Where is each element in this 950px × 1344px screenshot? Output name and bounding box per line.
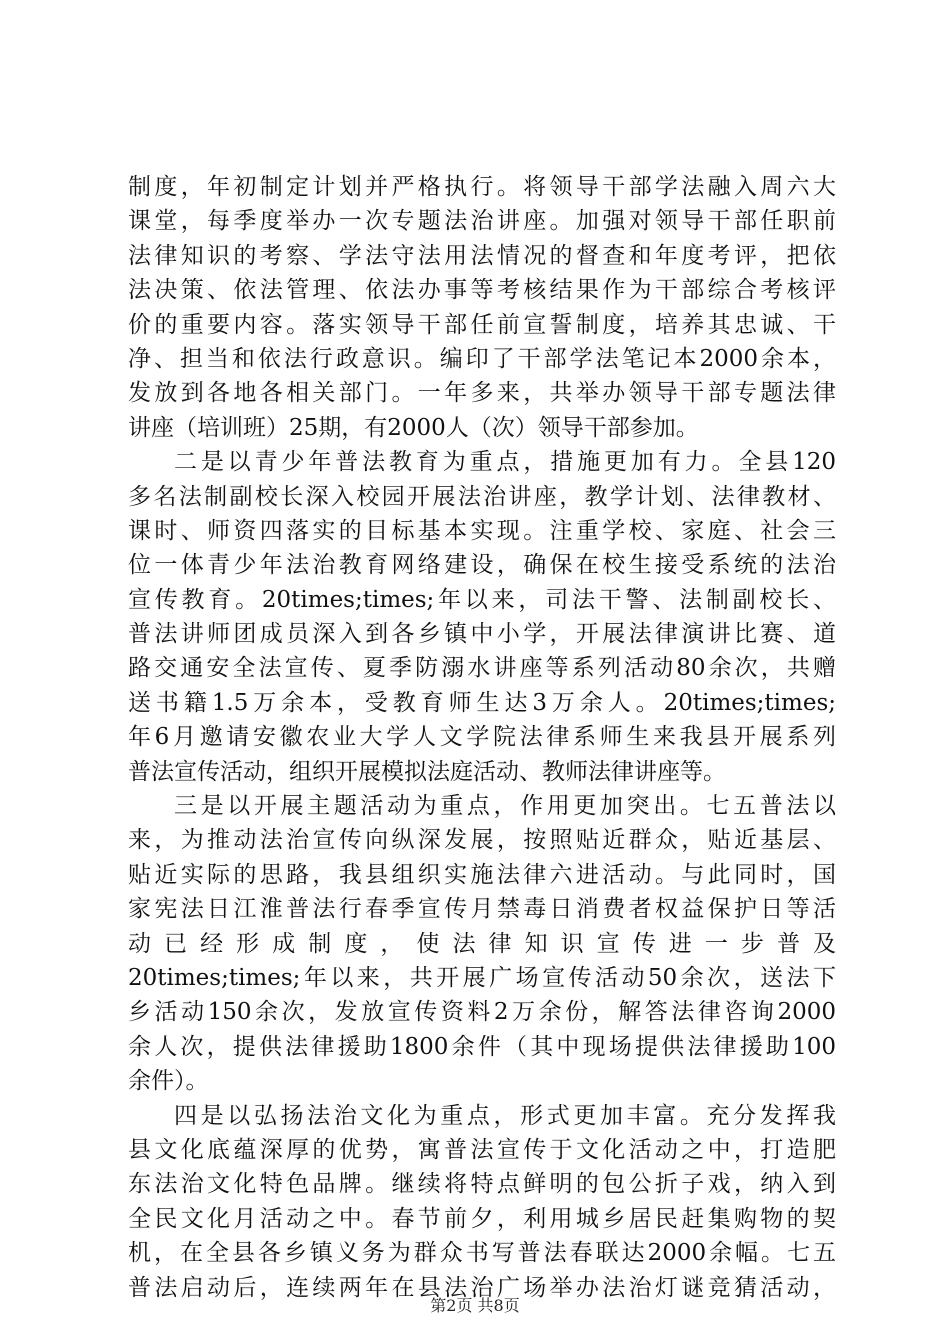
- text-line: 余件）。: [128, 1068, 209, 1095]
- text-line: 制度，年初制定计划并严格执行。将领导干部学法融入周六大: [128, 174, 836, 200]
- text-line: 课堂，每季度举办一次专题法治讲座。加强对领导干部任职前: [128, 208, 836, 235]
- text-line: 多名法制副校长深入校园开展法治讲座，教学计划、法律教材、: [128, 483, 836, 510]
- text-line: 净、担当和依法行政意识。编印了干部学法笔记本2000余本，: [128, 345, 836, 372]
- text-line: 年6月邀请安徽农业大学人文学院法律系师生来我县开展系列: [128, 724, 836, 751]
- paragraph-start-line: 三是以开展主题活动为重点，作用更加突出。七五普法以: [174, 793, 836, 820]
- paragraph-start-line: 二是以青少年普法教育为重点，措施更加有力。全县120: [174, 449, 836, 476]
- text-line: 来，为推动法治宣传向纵深发展，按照贴近群众，贴近基层、: [128, 827, 836, 854]
- text-line: 普法讲师团成员深入到各乡镇中小学，开展法律演讲比赛、道: [128, 621, 836, 648]
- text-line: 全民文化月活动之中。春节前夕，利用城乡居民赶集购物的契: [128, 1205, 836, 1232]
- text-line: 发放到各地各相关部门。一年多来，共举办领导干部专题法律: [128, 380, 836, 407]
- text-line: 贴近实际的思路，我县组织实施法律六进活动。与此同时，国: [128, 861, 836, 888]
- text-line: 县文化底蕴深厚的优势，寓普法宣传于文化活动之中，打造肥: [128, 1136, 836, 1163]
- text-line: 讲座（培训班）25期，有2000人（次）领导干部参加。: [128, 414, 699, 441]
- text-line: 普法宣传活动，组织开展模拟法庭活动、教师法律讲座等。: [128, 758, 726, 785]
- text-line: 机，在全县各乡镇义务为群众书写普法春联达2000余幅。七五: [128, 1240, 836, 1267]
- text-line: 宣传教育。20times;times;年以来，司法干警、法制副校长、: [128, 586, 836, 613]
- text-line: 课时、师资四落实的目标基本实现。注重学校、家庭、社会三: [128, 517, 836, 544]
- text-line: 普法启动后，连续两年在县法治广场举办法治灯谜竞猜活动，: [128, 1274, 836, 1301]
- page-number-footer: 第2页 共8页: [430, 1296, 520, 1315]
- text-line: 法决策、依法管理、依法办事等考核结果作为干部综合考核评: [128, 277, 836, 304]
- text-line: 东法治文化特色品牌。继续将特点鲜明的包公折子戏，纳入到: [128, 1171, 836, 1198]
- text-line: 余人次，提供法律援助1800余件（其中现场提供法律援助100: [128, 1033, 836, 1060]
- text-line: 送书籍1.5万余本，受教育师生达3万余人。20times;times;: [128, 689, 836, 716]
- text-line: 价的重要内容。落实领导干部任前宣誓制度，培养其忠诚、干: [128, 311, 836, 338]
- text-line: 20times;times;年以来，共开展广场宣传活动50余次，送法下: [128, 964, 836, 991]
- text-line: 家宪法日江淮普法行春季宣传月禁毒日消费者权益保护日等活: [128, 896, 836, 923]
- paragraph-start-line: 四是以弘扬法治文化为重点，形式更加丰富。充分发挥我: [174, 1102, 836, 1129]
- text-line: 位一体青少年法治教育网络建设，确保在校生接受系统的法治: [128, 552, 836, 579]
- text-line: 乡活动150余次，发放宣传资料2万余份，解答法律咨询2000: [128, 999, 836, 1026]
- text-line: 动已经形成制度，使法律知识宣传进一步普及: [128, 930, 836, 957]
- text-line: 路交通安全法宣传、夏季防溺水讲座等系列活动80余次，共赠: [128, 655, 836, 682]
- text-line: 法律知识的考察、学法守法用法情况的督查和年度考评，把依: [128, 242, 836, 269]
- body-text: [128, 170, 836, 1305]
